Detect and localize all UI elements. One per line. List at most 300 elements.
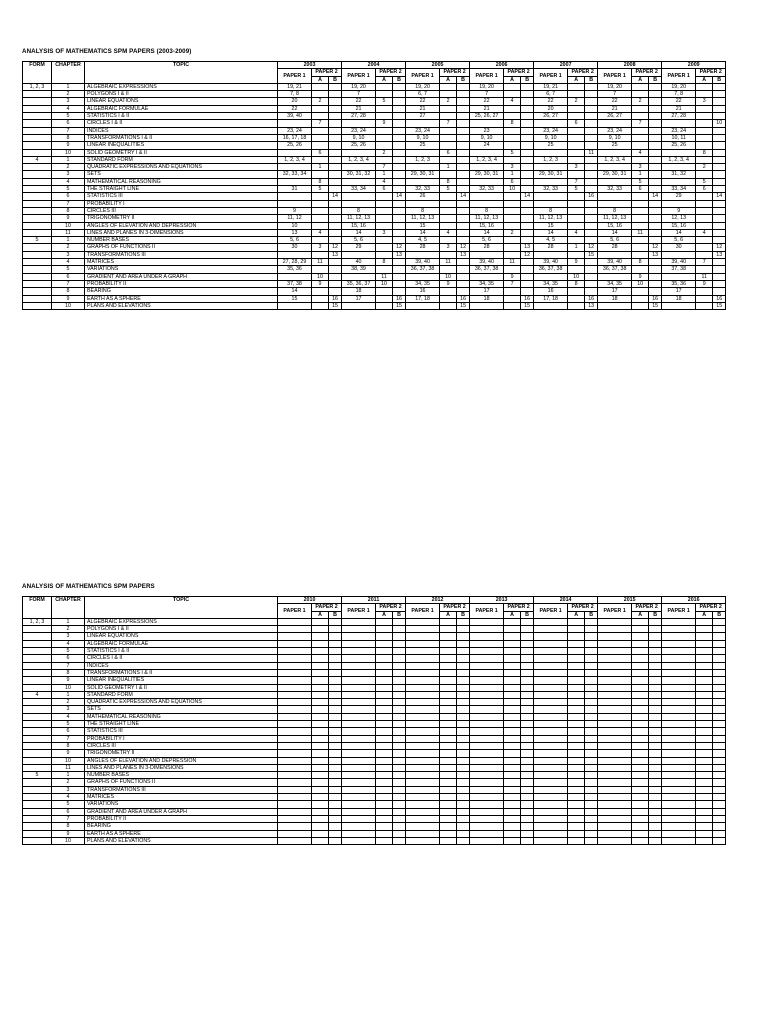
- paper1-cell: [598, 677, 632, 684]
- paper1-cell: [534, 640, 568, 647]
- paper1-cell: [598, 764, 632, 771]
- section-a-header: A: [568, 76, 585, 83]
- paper2a-cell: [376, 662, 393, 669]
- paper1-cell: [278, 713, 312, 720]
- paper1-cell: 17: [470, 288, 504, 295]
- paper2a-cell: 6: [632, 186, 649, 193]
- paper2b-cell: 13: [393, 251, 406, 258]
- paper1-cell: [278, 193, 312, 200]
- paper2b-cell: [329, 266, 342, 273]
- chapter-cell: 7: [52, 127, 85, 134]
- paper2b-cell: [457, 273, 470, 280]
- paper2b-cell: [393, 772, 406, 779]
- topic-cell: VARIATIONS: [85, 801, 278, 808]
- paper1-cell: 16: [406, 288, 440, 295]
- paper2a-cell: [568, 757, 585, 764]
- form-cell: 5: [23, 772, 52, 779]
- section-a-header: A: [568, 611, 585, 618]
- paper2a-cell: [696, 699, 713, 706]
- paper2a-cell: [632, 837, 649, 844]
- paper1-cell: 30, 31, 32: [342, 171, 376, 178]
- table-row: [23, 120, 726, 127]
- paper1-cell: [470, 750, 504, 757]
- analysis-table: [22, 596, 726, 845]
- chapter-cell: 2: [52, 244, 85, 251]
- paper2b-cell: [329, 837, 342, 844]
- paper1-cell: [406, 823, 440, 830]
- table-row: [23, 830, 726, 837]
- paper2a-cell: [376, 222, 393, 229]
- paper1-header: PAPER 1: [470, 604, 504, 619]
- paper2b-cell: [393, 98, 406, 105]
- paper2b-cell: [649, 171, 662, 178]
- paper2a-cell: [312, 83, 329, 90]
- paper2b-cell: [713, 684, 726, 691]
- paper2a-cell: [696, 120, 713, 127]
- paper1-cell: 19, 20: [662, 83, 696, 90]
- paper2a-cell: [376, 156, 393, 163]
- paper1-cell: [406, 684, 440, 691]
- form-cell: 5: [23, 237, 52, 244]
- paper2a-cell: [632, 648, 649, 655]
- paper1-cell: [662, 669, 696, 676]
- paper2b-cell: [329, 98, 342, 105]
- paper2b-cell: [457, 684, 470, 691]
- table-row: [23, 91, 726, 98]
- paper1-cell: [534, 633, 568, 640]
- paper1-cell: [278, 648, 312, 655]
- paper2b-cell: [649, 721, 662, 728]
- paper2a-cell: [504, 757, 521, 764]
- paper2a-cell: 8: [632, 259, 649, 266]
- paper2b-cell: [713, 721, 726, 728]
- table-row: [23, 691, 726, 698]
- paper2b-cell: [393, 808, 406, 815]
- paper1-cell: 30: [662, 244, 696, 251]
- paper1-cell: [662, 742, 696, 749]
- paper1-cell: [278, 178, 312, 185]
- paper1-cell: 25, 26: [278, 142, 312, 149]
- paper1-cell: [598, 757, 632, 764]
- paper1-cell: [534, 837, 568, 844]
- chapter-cell: 2: [52, 779, 85, 786]
- paper2b-cell: [649, 684, 662, 691]
- paper1-cell: [342, 120, 376, 127]
- paper2-header: PAPER 2: [312, 604, 342, 611]
- paper2a-cell: [376, 786, 393, 793]
- paper1-cell: [278, 735, 312, 742]
- paper2a-cell: [568, 721, 585, 728]
- paper2b-cell: [649, 266, 662, 273]
- paper2a-cell: [440, 200, 457, 207]
- paper1-cell: [278, 837, 312, 844]
- paper1-cell: 32, 33: [406, 186, 440, 193]
- paper1-cell: [406, 626, 440, 633]
- section-b-header: B: [585, 76, 598, 83]
- topic-cell: CIRCLES III: [85, 207, 278, 214]
- topic-cell: PLANS AND ELEVATIONS: [85, 837, 278, 844]
- paper2b-cell: [649, 156, 662, 163]
- table-row: [23, 186, 726, 193]
- form-cell: [23, 808, 52, 815]
- paper2b-cell: [457, 83, 470, 90]
- paper2a-cell: [568, 134, 585, 141]
- form-cell: [23, 149, 52, 156]
- paper1-cell: 28: [470, 244, 504, 251]
- paper2b-cell: [649, 200, 662, 207]
- paper2a-cell: [632, 142, 649, 149]
- table-row: [23, 801, 726, 808]
- paper1-header: PAPER 1: [662, 604, 696, 619]
- paper2a-cell: [504, 786, 521, 793]
- paper2b-cell: [713, 237, 726, 244]
- paper2a-cell: [312, 794, 329, 801]
- paper2b-cell: [393, 779, 406, 786]
- paper1-cell: [406, 779, 440, 786]
- paper1-cell: 28: [534, 244, 568, 251]
- paper1-cell: [406, 735, 440, 742]
- year-header: 2011: [342, 597, 406, 604]
- table-row: [23, 742, 726, 749]
- paper2b-cell: [585, 91, 598, 98]
- paper1-cell: 5, 6: [470, 237, 504, 244]
- paper2b-cell: 13: [649, 251, 662, 258]
- paper2a-cell: [504, 728, 521, 735]
- paper2a-cell: 10: [568, 273, 585, 280]
- topic-cell: ANGLES OF ELEVATION AND DEPRESSION: [85, 757, 278, 764]
- paper2b-cell: [393, 149, 406, 156]
- paper2a-cell: [632, 713, 649, 720]
- paper2b-cell: [393, 699, 406, 706]
- paper2b-cell: [585, 662, 598, 669]
- form-cell: [23, 98, 52, 105]
- paper2a-cell: [312, 801, 329, 808]
- paper2a-cell: [440, 302, 457, 309]
- paper2a-cell: [440, 779, 457, 786]
- paper1-cell: [470, 691, 504, 698]
- paper2a-cell: [440, 156, 457, 163]
- paper1-cell: 9, 10: [342, 134, 376, 141]
- paper2a-cell: [376, 721, 393, 728]
- paper1-cell: [534, 728, 568, 735]
- paper2b-cell: [585, 142, 598, 149]
- paper2b-cell: [713, 178, 726, 185]
- paper2b-cell: [649, 772, 662, 779]
- paper2a-cell: [568, 742, 585, 749]
- paper1-cell: [662, 633, 696, 640]
- paper1-cell: 7: [598, 91, 632, 98]
- table-row: [23, 728, 726, 735]
- paper1-cell: 1, 2, 3, 4: [598, 156, 632, 163]
- topic-cell: CIRCLES I & II: [85, 655, 278, 662]
- paper1-cell: [342, 691, 376, 698]
- paper2b-cell: [713, 288, 726, 295]
- paper2b-cell: [457, 830, 470, 837]
- paper2b-cell: [521, 786, 534, 793]
- paper2a-cell: 3: [632, 164, 649, 171]
- form-cell: [23, 757, 52, 764]
- paper1-cell: [278, 149, 312, 156]
- paper2b-cell: [393, 713, 406, 720]
- paper2a-cell: [568, 823, 585, 830]
- table-row: [23, 764, 726, 771]
- paper1-cell: [342, 764, 376, 771]
- paper2a-cell: [696, 721, 713, 728]
- paper2b-cell: [393, 186, 406, 193]
- topic-cell: GRADIENT AND AREA UNDER A GRAPH: [85, 808, 278, 815]
- paper2a-cell: [504, 815, 521, 822]
- paper1-cell: [598, 742, 632, 749]
- paper1-cell: [342, 149, 376, 156]
- paper2b-cell: [393, 648, 406, 655]
- paper1-cell: [406, 662, 440, 669]
- paper2a-cell: [312, 215, 329, 222]
- paper2b-cell: [585, 823, 598, 830]
- paper2b-cell: [521, 677, 534, 684]
- paper1-header: PAPER 1: [342, 604, 376, 619]
- paper2b-cell: [329, 808, 342, 815]
- paper1-cell: [406, 618, 440, 625]
- paper2a-cell: [568, 149, 585, 156]
- paper2a-cell: 5: [312, 186, 329, 193]
- form-cell: 4: [23, 691, 52, 698]
- table-row: [23, 229, 726, 236]
- paper2a-cell: 2: [504, 229, 521, 236]
- paper1-cell: [662, 699, 696, 706]
- paper1-cell: [406, 713, 440, 720]
- paper2a-cell: [632, 633, 649, 640]
- paper2a-cell: [440, 83, 457, 90]
- paper2b-cell: [713, 677, 726, 684]
- chapter-cell: 10: [52, 757, 85, 764]
- paper1-cell: [278, 633, 312, 640]
- form-header: FORM: [23, 62, 52, 84]
- paper1-cell: [662, 273, 696, 280]
- paper1-cell: [662, 648, 696, 655]
- form-cell: [23, 742, 52, 749]
- paper2b-cell: [393, 691, 406, 698]
- paper2b-cell: [585, 655, 598, 662]
- paper2b-cell: [393, 815, 406, 822]
- paper1-cell: [342, 684, 376, 691]
- paper1-cell: [406, 120, 440, 127]
- table-row: [23, 259, 726, 266]
- topic-cell: CIRCLES I & II: [85, 120, 278, 127]
- paper1-cell: 22: [470, 98, 504, 105]
- paper2b-cell: [329, 237, 342, 244]
- paper2a-cell: [504, 142, 521, 149]
- chapter-cell: 3: [52, 251, 85, 258]
- paper2a-cell: [568, 237, 585, 244]
- paper2b-cell: [521, 772, 534, 779]
- paper2a-cell: [632, 655, 649, 662]
- paper2-header: PAPER 2: [568, 69, 598, 76]
- paper1-cell: 29, 30, 31: [598, 171, 632, 178]
- paper2b-cell: [457, 786, 470, 793]
- form-cell: [23, 171, 52, 178]
- paper2a-cell: [696, 779, 713, 786]
- paper2a-cell: [312, 640, 329, 647]
- paper1-cell: [278, 764, 312, 771]
- paper1-cell: 14: [662, 229, 696, 236]
- paper1-cell: 11, 12, 13: [406, 215, 440, 222]
- paper1-cell: [406, 669, 440, 676]
- paper2a-cell: 4: [376, 178, 393, 185]
- paper1-cell: [278, 273, 312, 280]
- paper1-cell: [662, 794, 696, 801]
- paper2b-cell: [457, 127, 470, 134]
- paper2b-cell: [457, 808, 470, 815]
- paper2a-cell: [696, 648, 713, 655]
- paper2a-cell: [504, 244, 521, 251]
- table-row: [23, 171, 726, 178]
- paper2a-cell: [632, 251, 649, 258]
- paper1-cell: 30: [278, 244, 312, 251]
- chapter-cell: 8: [52, 288, 85, 295]
- table-row: [23, 200, 726, 207]
- paper1-cell: [534, 786, 568, 793]
- paper2b-cell: [713, 171, 726, 178]
- table-row: [23, 156, 726, 163]
- paper2b-cell: [521, 200, 534, 207]
- paper2b-cell: [521, 764, 534, 771]
- paper2b-cell: [457, 706, 470, 713]
- paper2a-cell: [568, 801, 585, 808]
- paper2a-cell: [696, 837, 713, 844]
- paper2a-cell: [440, 823, 457, 830]
- paper2-header: PAPER 2: [632, 69, 662, 76]
- paper2a-cell: [440, 815, 457, 822]
- paper2a-cell: [440, 677, 457, 684]
- paper1-cell: 36, 37, 38: [406, 266, 440, 273]
- paper1-cell: [598, 779, 632, 786]
- paper1-cell: [534, 742, 568, 749]
- paper2a-cell: [440, 669, 457, 676]
- paper2b-cell: [649, 706, 662, 713]
- paper1-cell: [534, 120, 568, 127]
- paper2b-cell: [457, 633, 470, 640]
- paper2a-cell: 9: [440, 280, 457, 287]
- topic-cell: MATRICES: [85, 259, 278, 266]
- paper1-cell: [406, 764, 440, 771]
- paper2b-cell: [393, 662, 406, 669]
- form-cell: [23, 801, 52, 808]
- paper1-cell: 29, 30, 31: [534, 171, 568, 178]
- paper1-cell: 34, 35: [534, 280, 568, 287]
- chapter-cell: 2: [52, 626, 85, 633]
- paper2b-cell: [329, 648, 342, 655]
- paper2b-cell: [585, 120, 598, 127]
- analysis-section-2010-2016: [22, 583, 726, 845]
- paper2b-cell: [521, 706, 534, 713]
- paper1-cell: [470, 699, 504, 706]
- chapter-cell: 6: [52, 120, 85, 127]
- paper2b-cell: [713, 142, 726, 149]
- paper1-cell: [662, 691, 696, 698]
- paper1-cell: 36, 37, 38: [470, 266, 504, 273]
- paper2a-cell: 8: [312, 178, 329, 185]
- topic-cell: SOLID GEOMETRY I & II: [85, 684, 278, 691]
- paper1-cell: [278, 120, 312, 127]
- paper2b-cell: [329, 171, 342, 178]
- paper2b-cell: [585, 684, 598, 691]
- paper2a-cell: [632, 764, 649, 771]
- paper2b-cell: [649, 91, 662, 98]
- paper2b-cell: 16: [713, 295, 726, 302]
- paper1-cell: [342, 823, 376, 830]
- paper1-cell: [342, 794, 376, 801]
- paper2a-cell: [504, 626, 521, 633]
- paper2a-cell: [696, 266, 713, 273]
- paper1-cell: 40: [342, 259, 376, 266]
- paper1-cell: [278, 706, 312, 713]
- paper2b-cell: [585, 200, 598, 207]
- table-row: [23, 273, 726, 280]
- paper2a-cell: [504, 669, 521, 676]
- paper2a-cell: [568, 266, 585, 273]
- paper1-header: PAPER 1: [598, 69, 632, 84]
- table-row: [23, 251, 726, 258]
- paper2a-cell: [504, 808, 521, 815]
- paper2a-cell: [312, 251, 329, 258]
- paper2b-cell: [649, 662, 662, 669]
- paper2b-cell: [585, 786, 598, 793]
- form-cell: [23, 302, 52, 309]
- paper2b-cell: 14: [457, 193, 470, 200]
- paper2b-cell: [521, 120, 534, 127]
- paper2b-cell: [393, 259, 406, 266]
- paper2b-cell: [649, 728, 662, 735]
- paper1-cell: 39, 40: [278, 113, 312, 120]
- chapter-cell: 6: [52, 728, 85, 735]
- paper2a-cell: [376, 91, 393, 98]
- paper1-cell: [342, 618, 376, 625]
- paper1-cell: 23, 24: [406, 127, 440, 134]
- table-row: [23, 837, 726, 844]
- paper2b-cell: [713, 186, 726, 193]
- section-b-header: B: [649, 611, 662, 618]
- paper2b-cell: [457, 837, 470, 844]
- paper1-cell: [534, 149, 568, 156]
- paper1-cell: 25, 26: [342, 142, 376, 149]
- topic-cell: NUMBER BASES: [85, 772, 278, 779]
- paper2b-cell: [585, 266, 598, 273]
- paper2b-cell: [521, 186, 534, 193]
- paper1-cell: 14: [342, 229, 376, 236]
- paper2a-cell: [440, 633, 457, 640]
- table-row: [23, 222, 726, 229]
- paper2b-cell: [457, 105, 470, 112]
- paper2a-cell: [696, 633, 713, 640]
- paper2b-cell: 16: [649, 295, 662, 302]
- paper2b-cell: [713, 699, 726, 706]
- paper2a-cell: [312, 105, 329, 112]
- paper2b-cell: [457, 149, 470, 156]
- paper1-header: PAPER 1: [278, 69, 312, 84]
- paper2b-cell: [585, 713, 598, 720]
- paper2b-cell: [521, 633, 534, 640]
- paper2a-cell: [440, 713, 457, 720]
- chapter-cell: 7: [52, 662, 85, 669]
- paper2b-cell: [457, 794, 470, 801]
- paper2a-cell: [312, 171, 329, 178]
- paper2a-cell: [632, 691, 649, 698]
- table-row: [23, 134, 726, 141]
- paper1-cell: 27, 28, 29: [278, 259, 312, 266]
- paper1-cell: [598, 302, 632, 309]
- paper2a-cell: [440, 251, 457, 258]
- paper1-cell: [470, 662, 504, 669]
